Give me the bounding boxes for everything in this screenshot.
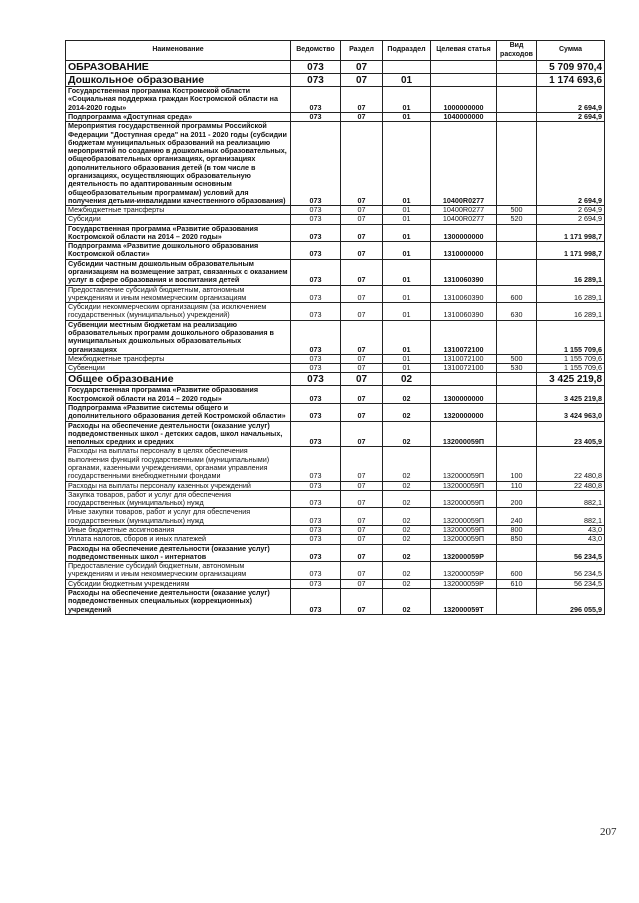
cell-department: 073 xyxy=(291,224,341,242)
cell-target-article: 132000059П xyxy=(431,481,497,490)
cell-department: 073 xyxy=(291,303,341,321)
table-row xyxy=(66,579,605,588)
cell-expense-type xyxy=(497,61,537,74)
table-row xyxy=(66,525,605,534)
table-row xyxy=(66,285,605,303)
cell-expense-type xyxy=(497,386,537,404)
cell-section: 07 xyxy=(341,373,383,386)
cell-subsection: 02 xyxy=(383,562,431,580)
cell-department: 073 xyxy=(291,74,341,87)
cell-department: 073 xyxy=(291,508,341,526)
cell-expense-type: 850 xyxy=(497,535,537,544)
cell-department: 073 xyxy=(291,320,341,354)
cell-name: Общее образование xyxy=(66,373,291,386)
cell-amount: 2 694,9 xyxy=(537,206,605,215)
cell-subsection: 01 xyxy=(383,224,431,242)
cell-expense-type: 100 xyxy=(497,447,537,481)
cell-target-article: 1320000000 xyxy=(431,404,497,422)
cell-name: Государственная программа «Развитие образования Костромской области на 2014 – 2020 годы» xyxy=(66,224,291,242)
cell-section: 07 xyxy=(341,579,383,588)
cell-name: Субвенции xyxy=(66,364,291,373)
cell-target-article: 132000059П xyxy=(431,421,497,447)
cell-expense-type xyxy=(497,74,537,87)
cell-subsection: 02 xyxy=(383,588,431,614)
cell-amount: 2 694,9 xyxy=(537,87,605,113)
table-row xyxy=(66,364,605,373)
cell-name: Расходы на обеспечение деятельности (оказание услуг) подведомственных школ - интернатов xyxy=(66,544,291,562)
cell-amount: 56 234,5 xyxy=(537,544,605,562)
cell-amount: 16 289,1 xyxy=(537,259,605,285)
cell-target-article: 1000000000 xyxy=(431,87,497,113)
cell-amount: 22 480,8 xyxy=(537,447,605,481)
cell-subsection: 02 xyxy=(383,544,431,562)
header-section: Раздел xyxy=(341,41,383,61)
cell-target-article: 132000059Р xyxy=(431,562,497,580)
cell-target-article: 132000059Т xyxy=(431,588,497,614)
cell-name: Расходы на выплаты персоналу казенных учреждений xyxy=(66,481,291,490)
cell-amount: 882,1 xyxy=(537,508,605,526)
cell-name: Субвенции местным бюджетам на реализацию образовательных программ дошкольного образования в муниципальных дошкольных образовательных организациях xyxy=(66,320,291,354)
cell-department: 073 xyxy=(291,544,341,562)
cell-target-article: 1300000000 xyxy=(431,386,497,404)
table-row xyxy=(66,404,605,422)
table-row xyxy=(66,74,605,87)
cell-expense-type: 520 xyxy=(497,215,537,224)
table-row xyxy=(66,122,605,206)
cell-target-article: 1310060390 xyxy=(431,303,497,321)
table-row xyxy=(66,562,605,580)
table-row xyxy=(66,61,605,74)
cell-name: Субсидии некоммерческим организациям (за исключением государственных (муниципальных) учреждений) xyxy=(66,303,291,321)
cell-subsection: 01 xyxy=(383,354,431,363)
cell-subsection: 01 xyxy=(383,122,431,206)
cell-amount: 2 694,9 xyxy=(537,215,605,224)
cell-subsection: 02 xyxy=(383,525,431,534)
cell-name: Уплата налогов, сборов и иных платежей xyxy=(66,535,291,544)
cell-section: 07 xyxy=(341,74,383,87)
cell-name: Расходы на выплаты персоналу в целях обеспечения выполнения функций государственными (муниципальными) органами, казенными учреждениями, органами управления государственными внебюджетными фондами xyxy=(66,447,291,481)
cell-target-article: 1310072100 xyxy=(431,320,497,354)
table-row xyxy=(66,87,605,113)
cell-subsection: 01 xyxy=(383,242,431,260)
cell-department: 073 xyxy=(291,122,341,206)
cell-name: Субсидии бюджетным учреждениям xyxy=(66,579,291,588)
cell-name: Государственная программа «Развитие образования Костромской области на 2014 – 2020 годы» xyxy=(66,386,291,404)
cell-department: 073 xyxy=(291,421,341,447)
cell-expense-type: 500 xyxy=(497,354,537,363)
header-target-article: Целевая статья xyxy=(431,41,497,61)
cell-expense-type xyxy=(497,112,537,121)
cell-expense-type: 500 xyxy=(497,206,537,215)
cell-subsection: 02 xyxy=(383,386,431,404)
cell-section: 07 xyxy=(341,259,383,285)
cell-section: 07 xyxy=(341,588,383,614)
cell-amount: 1 155 709,6 xyxy=(537,320,605,354)
cell-department: 073 xyxy=(291,364,341,373)
cell-section: 07 xyxy=(341,285,383,303)
cell-subsection: 02 xyxy=(383,508,431,526)
cell-name: Расходы на обеспечение деятельности (оказание услуг) подведомственных школ - детских садов, школ начальных, неполных средних и средних xyxy=(66,421,291,447)
table-row xyxy=(66,535,605,544)
cell-amount: 43,0 xyxy=(537,535,605,544)
cell-department: 073 xyxy=(291,373,341,386)
cell-amount: 2 694,9 xyxy=(537,122,605,206)
cell-subsection: 01 xyxy=(383,206,431,215)
cell-target-article: 132000059П xyxy=(431,525,497,534)
cell-department: 073 xyxy=(291,447,341,481)
cell-subsection: 01 xyxy=(383,215,431,224)
cell-section: 07 xyxy=(341,320,383,354)
cell-expense-type: 630 xyxy=(497,303,537,321)
cell-department: 073 xyxy=(291,562,341,580)
cell-department: 073 xyxy=(291,588,341,614)
cell-expense-type: 610 xyxy=(497,579,537,588)
cell-amount: 16 289,1 xyxy=(537,285,605,303)
cell-target-article: 10400R0277 xyxy=(431,215,497,224)
table-header-row xyxy=(66,41,605,61)
cell-name: Закупка товаров, работ и услуг для обеспечения государственных (муниципальных) нужд xyxy=(66,490,291,508)
cell-target-article: 1310000000 xyxy=(431,242,497,260)
cell-amount: 2 694,9 xyxy=(537,112,605,121)
cell-section: 07 xyxy=(341,354,383,363)
header-subsection: Подраздел xyxy=(383,41,431,61)
cell-target-article: 1310072100 xyxy=(431,364,497,373)
cell-section: 07 xyxy=(341,87,383,113)
table-row xyxy=(66,242,605,260)
cell-subsection: 01 xyxy=(383,259,431,285)
cell-department: 073 xyxy=(291,490,341,508)
cell-section: 07 xyxy=(341,61,383,74)
cell-target-article: 132000059П xyxy=(431,508,497,526)
cell-subsection: 01 xyxy=(383,74,431,87)
cell-name: Подпрограмма «Развитие системы общего и дополнительного образования детей Костромской области» xyxy=(66,404,291,422)
cell-amount: 16 289,1 xyxy=(537,303,605,321)
cell-name: Дошкольное образование xyxy=(66,74,291,87)
cell-target-article: 1300000000 xyxy=(431,224,497,242)
cell-expense-type: 240 xyxy=(497,508,537,526)
cell-expense-type: 110 xyxy=(497,481,537,490)
table-row xyxy=(66,490,605,508)
cell-target-article: 1310072100 xyxy=(431,354,497,363)
cell-amount: 23 405,9 xyxy=(537,421,605,447)
cell-section: 07 xyxy=(341,481,383,490)
cell-amount: 3 425 219,8 xyxy=(537,373,605,386)
cell-subsection: 02 xyxy=(383,373,431,386)
table-row xyxy=(66,354,605,363)
table-row xyxy=(66,386,605,404)
cell-name: Субсидии xyxy=(66,215,291,224)
cell-subsection xyxy=(383,61,431,74)
table-row xyxy=(66,215,605,224)
cell-amount: 1 171 998,7 xyxy=(537,242,605,260)
cell-expense-type: 530 xyxy=(497,364,537,373)
cell-expense-type xyxy=(497,242,537,260)
cell-target-article: 132000059Р xyxy=(431,579,497,588)
cell-target-article: 1040000000 xyxy=(431,112,497,121)
cell-target-article: 132000059П xyxy=(431,535,497,544)
cell-name: Подпрограмма «Доступная среда» xyxy=(66,112,291,121)
table-row xyxy=(66,303,605,321)
cell-department: 073 xyxy=(291,259,341,285)
cell-section: 07 xyxy=(341,122,383,206)
cell-amount: 1 174 693,6 xyxy=(537,74,605,87)
cell-target-article xyxy=(431,373,497,386)
cell-subsection: 02 xyxy=(383,579,431,588)
cell-section: 07 xyxy=(341,525,383,534)
cell-expense-type xyxy=(497,87,537,113)
cell-department: 073 xyxy=(291,354,341,363)
cell-amount: 5 709 970,4 xyxy=(537,61,605,74)
cell-name: Иные бюджетные ассигнования xyxy=(66,525,291,534)
cell-expense-type xyxy=(497,122,537,206)
cell-section: 07 xyxy=(341,544,383,562)
table-body xyxy=(66,61,605,615)
cell-subsection: 01 xyxy=(383,285,431,303)
cell-amount: 1 155 709,6 xyxy=(537,354,605,363)
table-row xyxy=(66,224,605,242)
table-row xyxy=(66,508,605,526)
cell-name: Иные закупки товаров, работ и услуг для обеспечения государственных (муниципальных) нужд xyxy=(66,508,291,526)
cell-department: 073 xyxy=(291,87,341,113)
cell-expense-type xyxy=(497,544,537,562)
cell-section: 07 xyxy=(341,447,383,481)
cell-section: 07 xyxy=(341,562,383,580)
cell-department: 073 xyxy=(291,535,341,544)
table-row xyxy=(66,421,605,447)
header-amount: Сумма xyxy=(537,41,605,61)
cell-name: Предоставление субсидий бюджетным, автономным учреждениям и иным некоммерческим организациям xyxy=(66,285,291,303)
cell-target-article: 132000059П xyxy=(431,447,497,481)
cell-target-article: 10400R0277 xyxy=(431,122,497,206)
cell-expense-type xyxy=(497,259,537,285)
cell-amount: 3 424 963,0 xyxy=(537,404,605,422)
cell-amount: 22 480,8 xyxy=(537,481,605,490)
cell-name: Подпрограмма «Развитие дошкольного образования Костромской области» xyxy=(66,242,291,260)
budget-table xyxy=(65,40,605,615)
table-row xyxy=(66,112,605,121)
cell-section: 07 xyxy=(341,364,383,373)
cell-expense-type: 800 xyxy=(497,525,537,534)
cell-department: 073 xyxy=(291,61,341,74)
cell-subsection: 02 xyxy=(383,490,431,508)
cell-subsection: 01 xyxy=(383,303,431,321)
cell-department: 073 xyxy=(291,215,341,224)
table-row xyxy=(66,259,605,285)
table-row xyxy=(66,206,605,215)
cell-amount: 1 171 998,7 xyxy=(537,224,605,242)
cell-expense-type xyxy=(497,320,537,354)
cell-subsection: 02 xyxy=(383,447,431,481)
cell-amount: 296 055,9 xyxy=(537,588,605,614)
cell-department: 073 xyxy=(291,404,341,422)
header-expense-type: Вид расходов xyxy=(497,41,537,61)
cell-section: 07 xyxy=(341,112,383,121)
cell-amount: 1 155 709,6 xyxy=(537,364,605,373)
cell-target-article xyxy=(431,61,497,74)
cell-expense-type xyxy=(497,224,537,242)
cell-subsection: 02 xyxy=(383,421,431,447)
cell-section: 07 xyxy=(341,215,383,224)
cell-subsection: 01 xyxy=(383,320,431,354)
cell-amount: 43,0 xyxy=(537,525,605,534)
cell-department: 073 xyxy=(291,242,341,260)
cell-expense-type xyxy=(497,588,537,614)
cell-department: 073 xyxy=(291,579,341,588)
cell-subsection: 02 xyxy=(383,535,431,544)
cell-name: Расходы на обеспечение деятельности (оказание услуг) подведомственных специальных (коррекционных) учреждений xyxy=(66,588,291,614)
cell-subsection: 02 xyxy=(383,481,431,490)
cell-department: 073 xyxy=(291,481,341,490)
table-row xyxy=(66,481,605,490)
table-row xyxy=(66,447,605,481)
cell-subsection: 01 xyxy=(383,364,431,373)
cell-amount: 56 234,5 xyxy=(537,562,605,580)
cell-subsection: 02 xyxy=(383,404,431,422)
cell-expense-type: 600 xyxy=(497,562,537,580)
cell-section: 07 xyxy=(341,404,383,422)
cell-section: 07 xyxy=(341,386,383,404)
cell-amount: 56 234,5 xyxy=(537,579,605,588)
cell-target-article: 1310060390 xyxy=(431,285,497,303)
cell-expense-type xyxy=(497,404,537,422)
cell-subsection: 01 xyxy=(383,87,431,113)
cell-target-article xyxy=(431,74,497,87)
header-department: Ведомство xyxy=(291,41,341,61)
cell-subsection: 01 xyxy=(383,112,431,121)
cell-expense-type: 600 xyxy=(497,285,537,303)
cell-name: Межбюджетные трансферты xyxy=(66,206,291,215)
table-row xyxy=(66,544,605,562)
table-row xyxy=(66,320,605,354)
cell-expense-type xyxy=(497,421,537,447)
cell-department: 073 xyxy=(291,525,341,534)
cell-name: Межбюджетные трансферты xyxy=(66,354,291,363)
cell-expense-type xyxy=(497,373,537,386)
cell-department: 073 xyxy=(291,285,341,303)
cell-name: ОБРАЗОВАНИЕ xyxy=(66,61,291,74)
cell-name: Мероприятия государственной программы Российской Федерации "Доступная среда" на 2011 - 2020 годы (субсидии бюджетам муниципальных образований на реализацию мероприятий по созданию в дошкольных образовательных, общеобразовательных организациях, организациях дополнительного образования детей (в том числе в организациях, осуществляющих образовательную деятельность по адаптированным основным общеобразовательным программам) условий для получения детьми-инвалидами качественного образования) xyxy=(66,122,291,206)
cell-target-article: 10400R0277 xyxy=(431,206,497,215)
page-number: 207 xyxy=(600,826,617,838)
table-row xyxy=(66,588,605,614)
cell-target-article: 1310060390 xyxy=(431,259,497,285)
cell-amount: 3 425 219,8 xyxy=(537,386,605,404)
cell-expense-type: 200 xyxy=(497,490,537,508)
cell-section: 07 xyxy=(341,303,383,321)
cell-section: 07 xyxy=(341,242,383,260)
header-name: Наименование xyxy=(66,41,291,61)
cell-target-article: 132000059П xyxy=(431,490,497,508)
cell-department: 073 xyxy=(291,206,341,215)
cell-name: Предоставление субсидий бюджетным, автономным учреждениям и иным некоммерческим организациям xyxy=(66,562,291,580)
cell-section: 07 xyxy=(341,490,383,508)
cell-department: 073 xyxy=(291,386,341,404)
cell-section: 07 xyxy=(341,421,383,447)
cell-section: 07 xyxy=(341,224,383,242)
table-row xyxy=(66,373,605,386)
cell-target-article: 132000059Р xyxy=(431,544,497,562)
cell-section: 07 xyxy=(341,535,383,544)
cell-name: Субсидии частным дошкольным образовательным организациям на возмещение затрат, связанных с оказанием услуг в сфере образования и воспитания детей xyxy=(66,259,291,285)
cell-section: 07 xyxy=(341,206,383,215)
cell-amount: 882,1 xyxy=(537,490,605,508)
cell-name: Государственная программа Костромской области «Социальная поддержка граждан Костромской области на 2014-2020 годы» xyxy=(66,87,291,113)
cell-department: 073 xyxy=(291,112,341,121)
cell-section: 07 xyxy=(341,508,383,526)
